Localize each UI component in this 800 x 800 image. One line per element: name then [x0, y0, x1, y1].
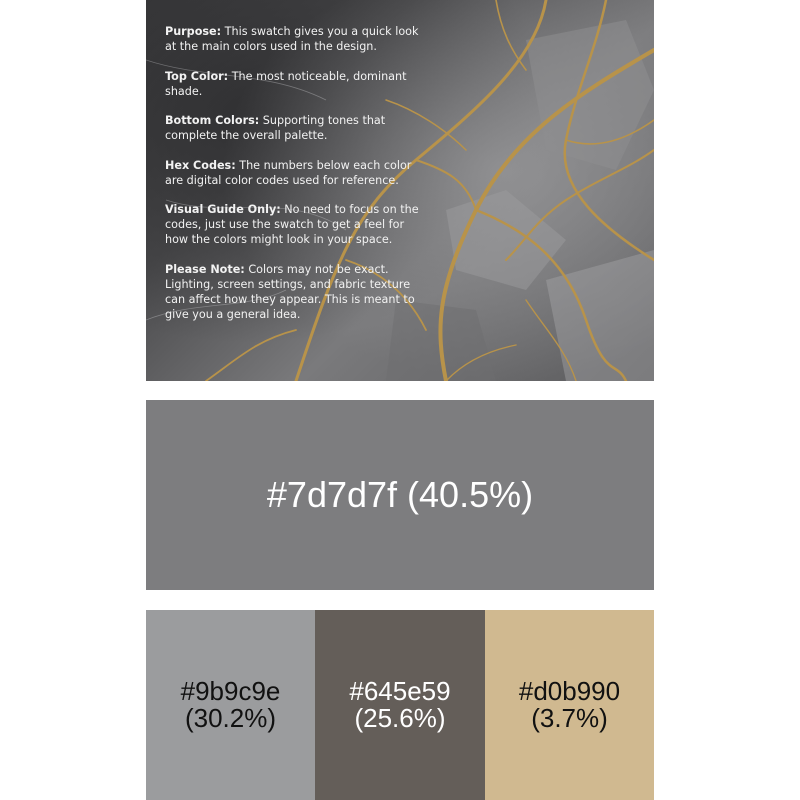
- info-please-note-label: Please Note:: [165, 262, 245, 276]
- info-hex-codes-label: Hex Codes:: [165, 158, 236, 172]
- info-purpose-label: Purpose:: [165, 25, 222, 38]
- info-top-color-label: Top Color:: [165, 69, 229, 83]
- swatch-1-percent: (30.2%): [184, 703, 277, 733]
- info-purpose: [165, 24, 427, 54]
- info-purpose-text: This swatch gives you a quick look at the main colors used in the design.: [165, 25, 419, 53]
- info-bottom-colors: [165, 113, 427, 143]
- supporting-color-swatch-2: [315, 610, 485, 800]
- swatch-3-hex: #d0b990: [518, 676, 621, 706]
- info-bottom-colors-label: Bottom Colors:: [165, 114, 260, 127]
- info-top-color: [165, 69, 427, 99]
- info-hex-codes: [165, 158, 427, 188]
- info-visual-guide-text: No need to focus on the codes, just use the swatch to get a feel for how the colors might look in your space.: [165, 203, 419, 246]
- marble-background-image: [146, 0, 654, 381]
- info-hex-codes-text: The numbers below each color are digital color codes used for reference.: [165, 158, 412, 187]
- swatch-1-hex: #9b9c9e: [180, 676, 281, 706]
- dominant-color-label: #7d7d7f (40.5%): [266, 474, 534, 515]
- info-visual-guide-label: Visual Guide Only:: [165, 203, 281, 216]
- supporting-color-swatch-3: [485, 610, 654, 800]
- info-please-note-text: Colors may not be exact. Lighting, screen settings, and fabric texture can affect how they appear. This is meant to give you a general idea.: [165, 262, 415, 321]
- info-please-note: [165, 262, 427, 322]
- info-visual-guide: [165, 202, 427, 247]
- swatch-3-percent: (3.7%): [531, 703, 608, 733]
- swatch-2-hex: #645e59: [349, 676, 451, 706]
- swatch-2-percent: (25.6%): [354, 703, 446, 733]
- dominant-color-swatch: [146, 400, 654, 590]
- supporting-color-swatch-1: [146, 610, 315, 800]
- info-bottom-colors-text: Supporting tones that complete the overall palette.: [165, 114, 386, 142]
- info-top-color-text: The most noticeable, dominant shade.: [165, 69, 407, 98]
- swatch-description: [165, 24, 427, 336]
